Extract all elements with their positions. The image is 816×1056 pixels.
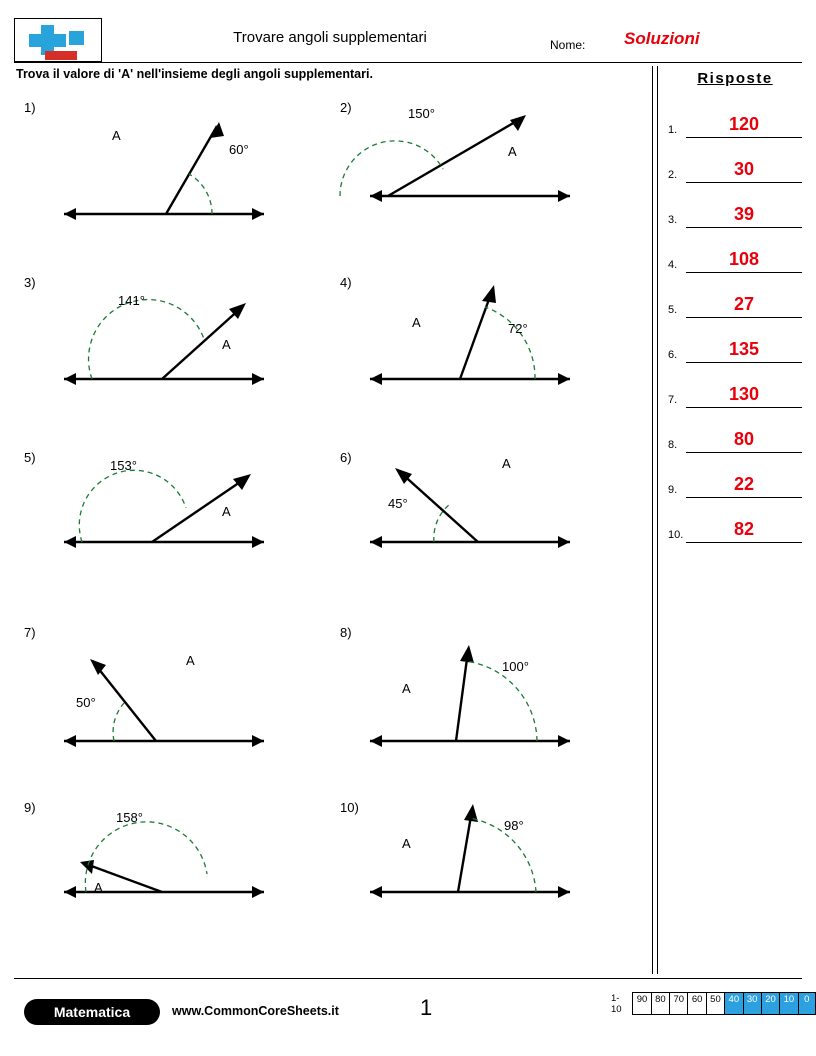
unknown-angle-label-5: A xyxy=(222,504,231,519)
problem-7 xyxy=(14,621,330,796)
problem-9 xyxy=(14,796,330,971)
problem-number: 7) xyxy=(24,625,36,640)
answer-value: 27 xyxy=(733,294,755,314)
grading-scale-cell: 20 xyxy=(761,992,779,1015)
grading-scale-cell: 10 xyxy=(779,992,797,1015)
angle-figure-2 xyxy=(330,96,646,271)
brand-badge: Matematica xyxy=(24,999,160,1025)
problem-number: 1) xyxy=(24,100,36,115)
answer-row xyxy=(668,453,802,498)
problem-number: 8) xyxy=(340,625,352,640)
page-title: Trovare angoli supplementari xyxy=(233,29,427,46)
answer-value: 30 xyxy=(733,159,755,179)
answer-number: 1. xyxy=(668,124,678,136)
angle-figure-5 xyxy=(14,446,330,621)
unknown-angle-label-10: A xyxy=(402,836,411,851)
answer-row xyxy=(668,273,802,318)
answer-number: 8. xyxy=(668,439,678,451)
name-label: Nome: xyxy=(550,38,586,52)
problem-2 xyxy=(330,96,646,271)
site-url: www.CommonCoreSheets.it xyxy=(172,1004,339,1018)
answer-key-panel xyxy=(668,70,802,543)
problem-1 xyxy=(14,96,330,271)
answer-row xyxy=(668,228,802,273)
grading-scale-label: 1-10 xyxy=(611,993,622,1015)
unknown-angle-label-4: A xyxy=(412,315,421,330)
problem-number: 2) xyxy=(340,100,352,115)
grading-scale-cell: 60 xyxy=(687,992,705,1015)
problem-8 xyxy=(330,621,646,796)
answer-number: 2. xyxy=(668,169,678,181)
unknown-angle-label-9: A xyxy=(94,880,103,895)
angle-figure-8 xyxy=(330,621,646,796)
problem-5 xyxy=(14,446,330,621)
unknown-angle-label-3: A xyxy=(222,337,231,352)
problem-4 xyxy=(330,271,646,446)
answer-row xyxy=(668,93,802,138)
grading-scale-cell: 50 xyxy=(706,992,724,1015)
known-angle-label-7: 50° xyxy=(76,695,96,710)
unknown-angle-label-2: A xyxy=(508,144,517,159)
answer-value: 80 xyxy=(733,429,755,449)
angle-figure-6 xyxy=(330,446,646,621)
answer-number: 7. xyxy=(668,394,678,406)
answer-number: 9. xyxy=(668,484,678,496)
known-angle-label-9: 158° xyxy=(116,810,143,825)
problem-6 xyxy=(330,446,646,621)
answer-number: 4. xyxy=(668,259,678,271)
answer-row xyxy=(668,408,802,453)
unknown-angle-label-8: A xyxy=(402,681,411,696)
problem-10 xyxy=(330,796,646,971)
problem-number: 3) xyxy=(24,275,36,290)
angle-figure-3 xyxy=(14,271,330,446)
known-angle-label-6: 45° xyxy=(388,496,408,511)
problem-number: 10) xyxy=(340,800,359,815)
answer-value: 39 xyxy=(733,204,755,224)
answer-value: 130 xyxy=(728,384,760,404)
answer-number: 3. xyxy=(668,214,678,226)
answer-number: 10. xyxy=(668,529,684,541)
page-header xyxy=(14,18,802,62)
known-angle-label-4: 72° xyxy=(508,321,528,336)
answer-key-title: Risposte xyxy=(697,70,773,87)
answer-value: 135 xyxy=(728,339,760,359)
grading-scale-cell: 90 xyxy=(632,992,650,1015)
answer-row xyxy=(668,183,802,228)
known-angle-label-8: 100° xyxy=(502,659,529,674)
problem-number: 5) xyxy=(24,450,36,465)
page-number: 1 xyxy=(420,995,433,1020)
grading-scale-cell: 30 xyxy=(743,992,761,1015)
answer-row xyxy=(668,318,802,363)
answer-row xyxy=(668,363,802,408)
commoncoresheets-logo-icon xyxy=(14,18,102,62)
vertical-divider-right xyxy=(657,66,658,974)
answer-number: 6. xyxy=(668,349,678,361)
problem-number: 9) xyxy=(24,800,36,815)
known-angle-label-10: 98° xyxy=(504,818,524,833)
problem-3 xyxy=(14,271,330,446)
unknown-angle-label-1: A xyxy=(112,128,121,143)
angle-figure-7 xyxy=(14,621,330,796)
known-angle-label-1: 60° xyxy=(229,142,249,157)
vertical-divider-left xyxy=(652,66,653,974)
grading-scale-cell: 40 xyxy=(724,992,742,1015)
answer-value: 82 xyxy=(733,519,755,539)
angle-figure-9 xyxy=(14,796,330,971)
answer-number: 5. xyxy=(668,304,678,316)
answer-value: 22 xyxy=(733,474,755,494)
grading-scale-cell: 80 xyxy=(651,992,669,1015)
answer-value: 120 xyxy=(728,114,760,134)
unknown-angle-label-6: A xyxy=(502,456,511,471)
grading-scale-cell: 70 xyxy=(669,992,687,1015)
angle-figure-10 xyxy=(330,796,646,971)
instructions-text: Trova il valore di 'A' nell'insieme degli angoli supplementari. xyxy=(16,67,373,81)
answer-value: 108 xyxy=(728,249,760,269)
known-angle-label-3: 141° xyxy=(118,293,145,308)
grading-scale xyxy=(608,992,816,1015)
footer-divider xyxy=(14,978,802,979)
known-angle-label-2: 150° xyxy=(408,106,435,121)
problem-number: 6) xyxy=(340,450,352,465)
header-divider xyxy=(14,62,802,63)
answer-line xyxy=(686,542,802,543)
problem-number: 4) xyxy=(340,275,352,290)
unknown-angle-label-7: A xyxy=(186,653,195,668)
angle-figure-1 xyxy=(14,96,330,271)
known-angle-label-5: 153° xyxy=(110,458,137,473)
answer-row xyxy=(668,498,802,543)
solutions-label: Soluzioni xyxy=(624,29,700,48)
answer-row xyxy=(668,138,802,183)
angle-figure-4 xyxy=(330,271,646,446)
problem-grid xyxy=(14,96,646,971)
grading-scale-cell: 0 xyxy=(798,992,816,1015)
